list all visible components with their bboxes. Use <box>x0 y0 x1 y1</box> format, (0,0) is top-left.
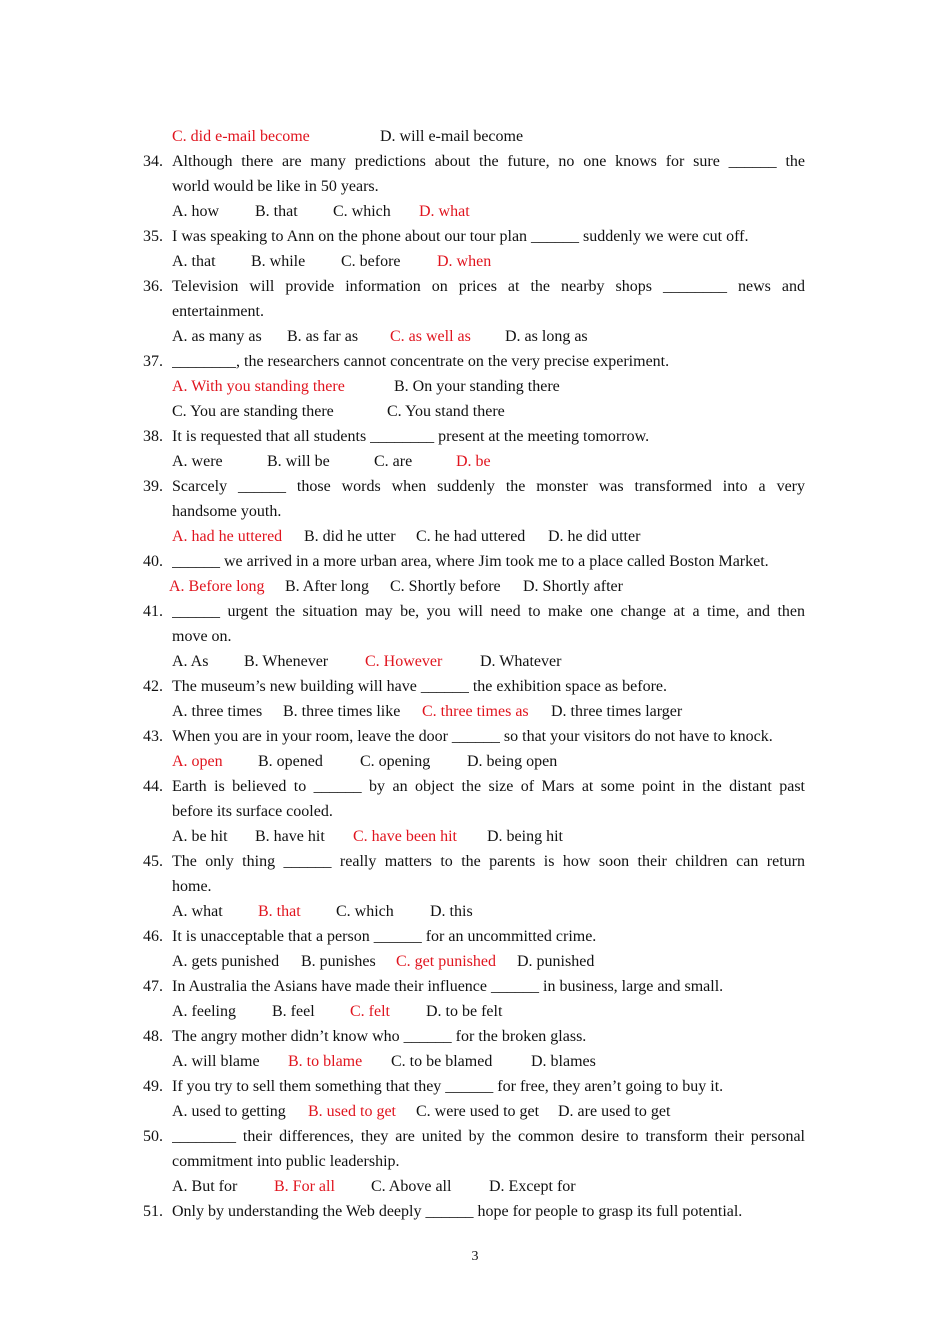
question-number: 43. <box>143 728 163 745</box>
question-stem: Although there are many predictions about the future, no one knows for sure ______ the <box>172 153 805 170</box>
option-a: A. used to getting <box>172 1103 286 1120</box>
question-stem: The museum’s new building will have ______ the exhibition space as before. <box>172 678 667 695</box>
option-row-35 <box>172 249 805 274</box>
question-41 <box>143 599 805 624</box>
option-d-answer: D. be <box>456 453 491 470</box>
option-a: A. will blame <box>172 1053 260 1070</box>
option-d-answer: D. when <box>437 253 492 270</box>
question-number: 50. <box>143 1128 163 1145</box>
question-stem-continued: handsome youth. <box>172 503 282 520</box>
question-number: 51. <box>143 1203 163 1220</box>
option-a: A. as many as <box>172 328 262 345</box>
question-48 <box>143 1024 805 1049</box>
question-39 <box>143 474 805 499</box>
option-row-37a <box>172 374 805 399</box>
option-c: C. he had uttered <box>416 528 526 545</box>
option-c-answer: C. as well as <box>390 328 471 345</box>
option-row-42 <box>172 699 805 724</box>
question-stem: Earth is believed to ______ by an object the size of Mars at some point in the distant past <box>172 778 805 795</box>
option-c: C. before <box>341 253 401 270</box>
question-stem: The angry mother didn’t know who ______ for the broken glass. <box>172 1028 587 1045</box>
question-number: 45. <box>143 853 163 870</box>
question-number: 47. <box>143 978 163 995</box>
option-b: B. as far as <box>287 328 359 345</box>
question-stem: ______ urgent the situation may be, you will need to make one change at a time, and then <box>172 603 805 620</box>
option-row-36 <box>172 324 805 349</box>
option-b: B. feel <box>272 1003 315 1020</box>
option-c: C. Above all <box>371 1178 452 1195</box>
question-stem: It is unacceptable that a person ______ for an uncommitted crime. <box>172 928 597 945</box>
question-stem-continued: home. <box>172 878 212 895</box>
option-row-43 <box>172 749 805 774</box>
question-number: 44. <box>143 778 163 795</box>
option-row-47 <box>172 999 805 1024</box>
page-number: 3 <box>471 1249 479 1264</box>
option-row-50 <box>172 1174 805 1199</box>
option-c: C. which <box>336 903 394 920</box>
question-45 <box>143 849 805 874</box>
question-stem: In Australia the Asians have made their influence ______ in business, large and small. <box>172 978 724 995</box>
option-a: A. feeling <box>172 1003 236 1020</box>
question-number: 37. <box>143 353 163 370</box>
question-38 <box>143 424 805 449</box>
question-34 <box>143 149 805 174</box>
question-stem-continued: world would be like in 50 years. <box>172 178 379 195</box>
question-42 <box>143 674 805 699</box>
question-37 <box>143 349 805 374</box>
option-c-answer: C. felt <box>350 1003 390 1020</box>
question-number: 34. <box>143 153 163 170</box>
option-c-answer: C. However <box>365 653 443 670</box>
option-d: D. punished <box>517 953 595 970</box>
option-a-answer: A. Before long <box>169 578 265 595</box>
option-row-40 <box>169 574 805 599</box>
question-43 <box>143 724 805 749</box>
option-c: C. Shortly before <box>390 578 501 595</box>
option-b: B. did he utter <box>304 528 396 545</box>
question-51 <box>143 1199 805 1224</box>
option-d: D. as long as <box>505 328 588 345</box>
question-44 <box>143 774 805 799</box>
option-d: D. being open <box>467 753 558 770</box>
option-d: D. will e-mail become <box>380 128 524 145</box>
option-a-answer: A. With you standing there <box>172 378 345 395</box>
option-c: C. are <box>374 453 413 470</box>
option-d: D. being hit <box>487 828 563 845</box>
question-number: 41. <box>143 603 163 620</box>
option-a: A. what <box>172 903 223 920</box>
option-c: C. to be blamed <box>391 1053 493 1070</box>
option-a: A. that <box>172 253 216 270</box>
option-a: A. how <box>172 203 220 220</box>
option-a: A. But for <box>172 1178 238 1195</box>
question-number: 49. <box>143 1078 163 1095</box>
option-d: D. Shortly after <box>523 578 623 595</box>
option-a: A. were <box>172 453 223 470</box>
option-b: B. After long <box>285 578 369 595</box>
question-stem: Television will provide information on prices at the nearby shops ________ news and <box>172 278 805 295</box>
option-a: A. As <box>172 653 209 670</box>
option-d: D. three times larger <box>551 703 683 720</box>
question-number: 48. <box>143 1028 163 1045</box>
question-stem: ________, the researchers cannot concentrate on the very precise experiment. <box>172 353 670 370</box>
option-row-44 <box>172 824 805 849</box>
option-d: D. he did utter <box>548 528 641 545</box>
option-a-answer: A. open <box>172 753 223 770</box>
option-b: B. opened <box>258 753 323 770</box>
option-b-answer: B. used to get <box>308 1103 396 1120</box>
question-49 <box>143 1074 805 1099</box>
question-number: 42. <box>143 678 163 695</box>
question-stem-continued: move on. <box>172 628 232 645</box>
option-a: A. gets punished <box>172 953 280 970</box>
question-36 <box>143 274 805 299</box>
option-b-answer: B. that <box>258 903 301 920</box>
option-row-48 <box>172 1049 805 1074</box>
option-c-answer: C. have been hit <box>353 828 457 845</box>
option-row-45 <box>172 899 805 924</box>
option-b: B. Whenever <box>244 653 329 670</box>
option-row-41 <box>172 649 805 674</box>
question-number: 39. <box>143 478 163 495</box>
option-d: D. Whatever <box>480 653 562 670</box>
option-a: A. three times <box>172 703 263 720</box>
option-row-34 <box>172 199 805 224</box>
question-stem: I was speaking to Ann on the phone about our tour plan ______ suddenly we were cut off. <box>172 228 749 245</box>
question-stem: Scarcely ______ those words when suddenly the monster was transformed into a very <box>172 478 805 495</box>
option-row-33 <box>172 124 805 149</box>
option-d: D. this <box>430 903 473 920</box>
option-d: D. are used to get <box>558 1103 671 1120</box>
option-a-answer: A. had he uttered <box>172 528 283 545</box>
option-b: B. while <box>251 253 306 270</box>
option-c: C. opening <box>360 753 431 770</box>
question-number: 40. <box>143 553 163 570</box>
option-b: B. will be <box>267 453 330 470</box>
option-c: C. which <box>333 203 391 220</box>
question-stem-continued: before its surface cooled. <box>172 803 333 820</box>
question-number: 35. <box>143 228 163 245</box>
option-row-38 <box>172 449 805 474</box>
option-d: C. You stand there <box>387 403 505 420</box>
question-47 <box>143 974 805 999</box>
option-d: D. to be felt <box>426 1003 503 1020</box>
option-row-37b <box>172 399 805 424</box>
option-d: D. Except for <box>489 1178 576 1195</box>
option-b: B. punishes <box>301 953 376 970</box>
option-b-answer: B. For all <box>274 1178 335 1195</box>
option-c-answer: C. get punished <box>396 953 496 970</box>
question-list <box>143 124 805 1224</box>
question-stem: It is requested that all students ________ present at the meeting tomorrow. <box>172 428 650 445</box>
option-row-46 <box>172 949 805 974</box>
option-c-answer: C. three times as <box>422 703 529 720</box>
question-stem: When you are in your room, leave the door ______ so that your visitors do not have to knock. <box>172 728 773 745</box>
option-c: C. You are standing there <box>172 403 334 420</box>
question-stem-continued: commitment into public leadership. <box>172 1153 400 1170</box>
question-stem: The only thing ______ really matters to the parents is how soon their children can return <box>172 853 805 870</box>
question-number: 46. <box>143 928 163 945</box>
question-stem: If you try to sell them something that they ______ for free, they aren’t going to buy it. <box>172 1078 724 1095</box>
option-b: B. three times like <box>283 703 401 720</box>
question-stem: Only by understanding the Web deeply ______ hope for people to grasp its full potential. <box>172 1203 743 1220</box>
question-40 <box>143 549 805 574</box>
option-b-answer: B. to blame <box>288 1053 363 1070</box>
question-stem-continued: entertainment. <box>172 303 264 320</box>
option-b: B. have hit <box>255 828 325 845</box>
option-row-49 <box>172 1099 805 1124</box>
option-c: C. were used to get <box>416 1103 540 1120</box>
option-c-answer: C. did e-mail become <box>172 128 310 145</box>
option-b: B. On your standing there <box>394 378 560 395</box>
option-a: A. be hit <box>172 828 228 845</box>
option-row-39 <box>172 524 805 549</box>
option-d: D. blames <box>531 1053 596 1070</box>
question-number: 38. <box>143 428 163 445</box>
question-46 <box>143 924 805 949</box>
question-stem: ________ their differences, they are united by the common desire to transform their personal <box>172 1128 805 1145</box>
question-35 <box>143 224 805 249</box>
option-d-answer: D. what <box>419 203 470 220</box>
option-b: B. that <box>255 203 298 220</box>
question-stem: ______ we arrived in a more urban area, where Jim took me to a place called Boston Market. <box>172 553 769 570</box>
question-number: 36. <box>143 278 163 295</box>
question-50 <box>143 1124 805 1149</box>
